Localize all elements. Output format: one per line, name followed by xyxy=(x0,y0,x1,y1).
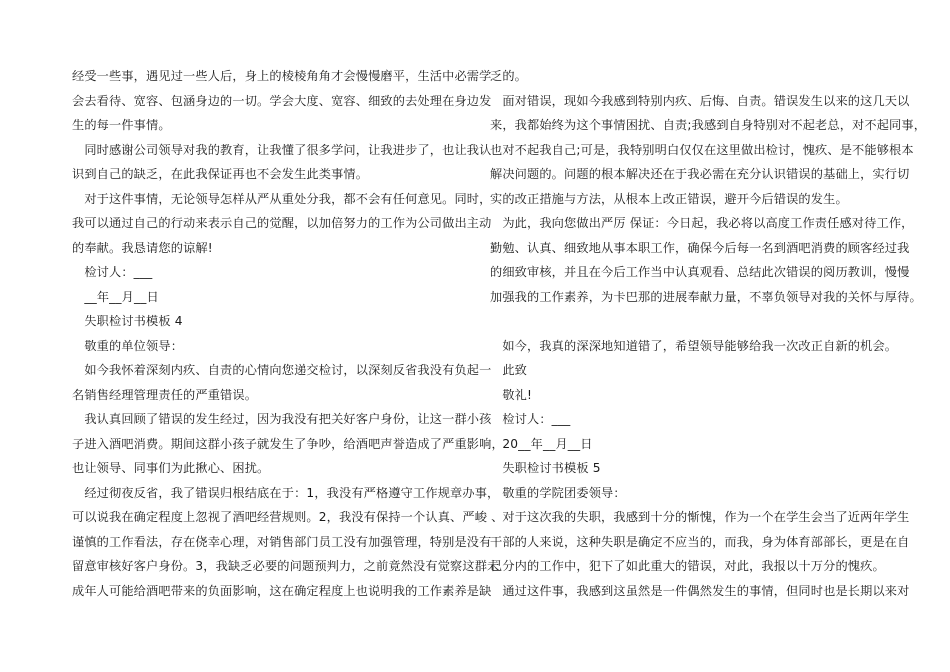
text-line: 谨慎的工作看法，存在侥幸心理，对销售部门员工没有加强管理，特别是没有 xyxy=(72,534,492,549)
text-line: 成年人可能给酒吧带来的负面影响，这在确定程度上也说明我的工作素养是缺 xyxy=(72,583,492,598)
text-line: 为此，我向您做出严厉 保证：今日起，我必将以高度工作责任感对待工作， xyxy=(490,216,914,230)
text-line: 面对错误，现如今我感到特别内疚、后悔、自责。错误发生以来的这几天以 xyxy=(490,93,910,108)
text-line: 的细致审核，并且在今后工作当中认真观看、总结此次错误的阅历教训，慢慢 xyxy=(490,265,910,279)
right-text-column xyxy=(490,64,927,603)
text-line: 留意审核好客户身份。3，我缺乏必要的问题预判力，之前竟然没有觉察这群未 xyxy=(72,559,500,573)
text-line: 检讨人：___ xyxy=(72,265,153,279)
text-line: 识到自己的缺乏，在此我保证再也不会发生此类事情。 xyxy=(72,167,369,181)
text-line: 实的改正措施与方法，从根本上改正错误，避开今后错误的发生。 xyxy=(490,191,848,206)
text-line: 也让领导、同事们为此揪心、困扰。 xyxy=(72,461,270,475)
text-line: 解决问题的。问题的根本解决还在于我必需在充分认识错误的基础上，实行切 xyxy=(490,167,910,181)
text-line: 敬重的单位领导： xyxy=(72,338,184,353)
text-line: 经受一些事，遇见过一些人后，身上的棱棱角角才会慢慢磨平，生活中必需学 xyxy=(72,69,492,83)
text-line: 子进入酒吧消费。期间这群小孩子就发生了争吵，给酒吧声誉造成了严重影响， xyxy=(72,436,504,451)
text-line: 加强我的工作素养，为卡巴那的进展奉献力量，不辜负领导对我的关怀与厚待。 xyxy=(490,289,922,304)
text-line: 我认真回顾了错误的发生经过，因为我没有把关好客户身份，让这一群小孩 xyxy=(72,412,492,426)
text-line: 干部的人来说，这种失职是确定不应当的，而我，身为体育部部长，更是在自 xyxy=(490,534,910,549)
text-line: 失职检讨书模板 4 xyxy=(72,314,183,328)
left-text-column xyxy=(72,64,504,603)
text-line: 我可以通过自己的行动来表示自己的觉醒，以加倍努力的工作为公司做出主动 xyxy=(72,216,492,230)
text-line: 也对不起我自己;可是，我特别明白仅仅在这里做出检讨，愧疚、是不能够根本 xyxy=(490,142,914,157)
text-line: 名销售经理管理责任的严重错误。 xyxy=(72,387,258,402)
text-line: 如今我怀着深刻内疚、自责的心情向您递交检讨，以深刻反省我没有负起一 xyxy=(72,363,492,377)
blank-line xyxy=(490,309,880,334)
text-line: 通过这件事，我感到这虽然是一件偶然发生的事情，但同时也是长期以来对 xyxy=(490,583,910,598)
text-line: 乏的。 xyxy=(490,69,528,83)
text-line: 的奉献。我恳请您的谅解! xyxy=(72,240,213,255)
text-line: 会去看待、宽容、包涵身边的一切。学会大度、宽容、细致的去处理在身边发 xyxy=(72,93,492,108)
text-line: 同时感谢公司领导对我的教育，让我懂了很多学问，让我进步了，也让我认 xyxy=(72,142,492,157)
text-line: 此致 xyxy=(490,363,528,377)
text-line: 如今，我真的深深地知道错了，希望领导能够给我一次改正自新的机会。 xyxy=(490,338,898,353)
text-line: 可以说我在确定程度上忽视了酒吧经营规则。2，我没有保持一个认真、严峻 、 xyxy=(72,510,504,524)
text-line: 20__年__月__日 xyxy=(490,436,593,451)
text-line: 对于这次我的失职，我感到十分的惭愧，作为一个在学生会当了近两年学生 xyxy=(490,510,910,524)
text-line: 生的每一件事情。 xyxy=(72,118,171,132)
text-line: 失职检讨书模板 5 xyxy=(490,461,601,475)
text-line: 己分内的工作中，犯下了如此重大的错误，对此，我报以十万分的愧疚。 xyxy=(490,559,885,573)
text-line: 来，我都始终为这个事情困扰、自责;我感到自身特别对不起老总，对不起同事， xyxy=(490,118,927,132)
text-line: 勤勉、认真、细致地从事本职工作，确保今后每一名到酒吧消费的顾客经过我 xyxy=(490,240,910,255)
text-line: 敬重的学院团委领导： xyxy=(490,485,626,500)
text-line: 经过彻夜反省，我了错误归根结底在于：1，我没有严格遵守工作规章办事， xyxy=(72,485,500,500)
text-line: 检讨人：___ xyxy=(490,412,571,426)
text-line: 敬礼! xyxy=(490,387,533,402)
text-line: __年__月__日 xyxy=(72,289,159,304)
text-line: 对于这件事情，无论领导怎样从严从重处分我，都不会有任何意见。同时， xyxy=(72,191,492,206)
